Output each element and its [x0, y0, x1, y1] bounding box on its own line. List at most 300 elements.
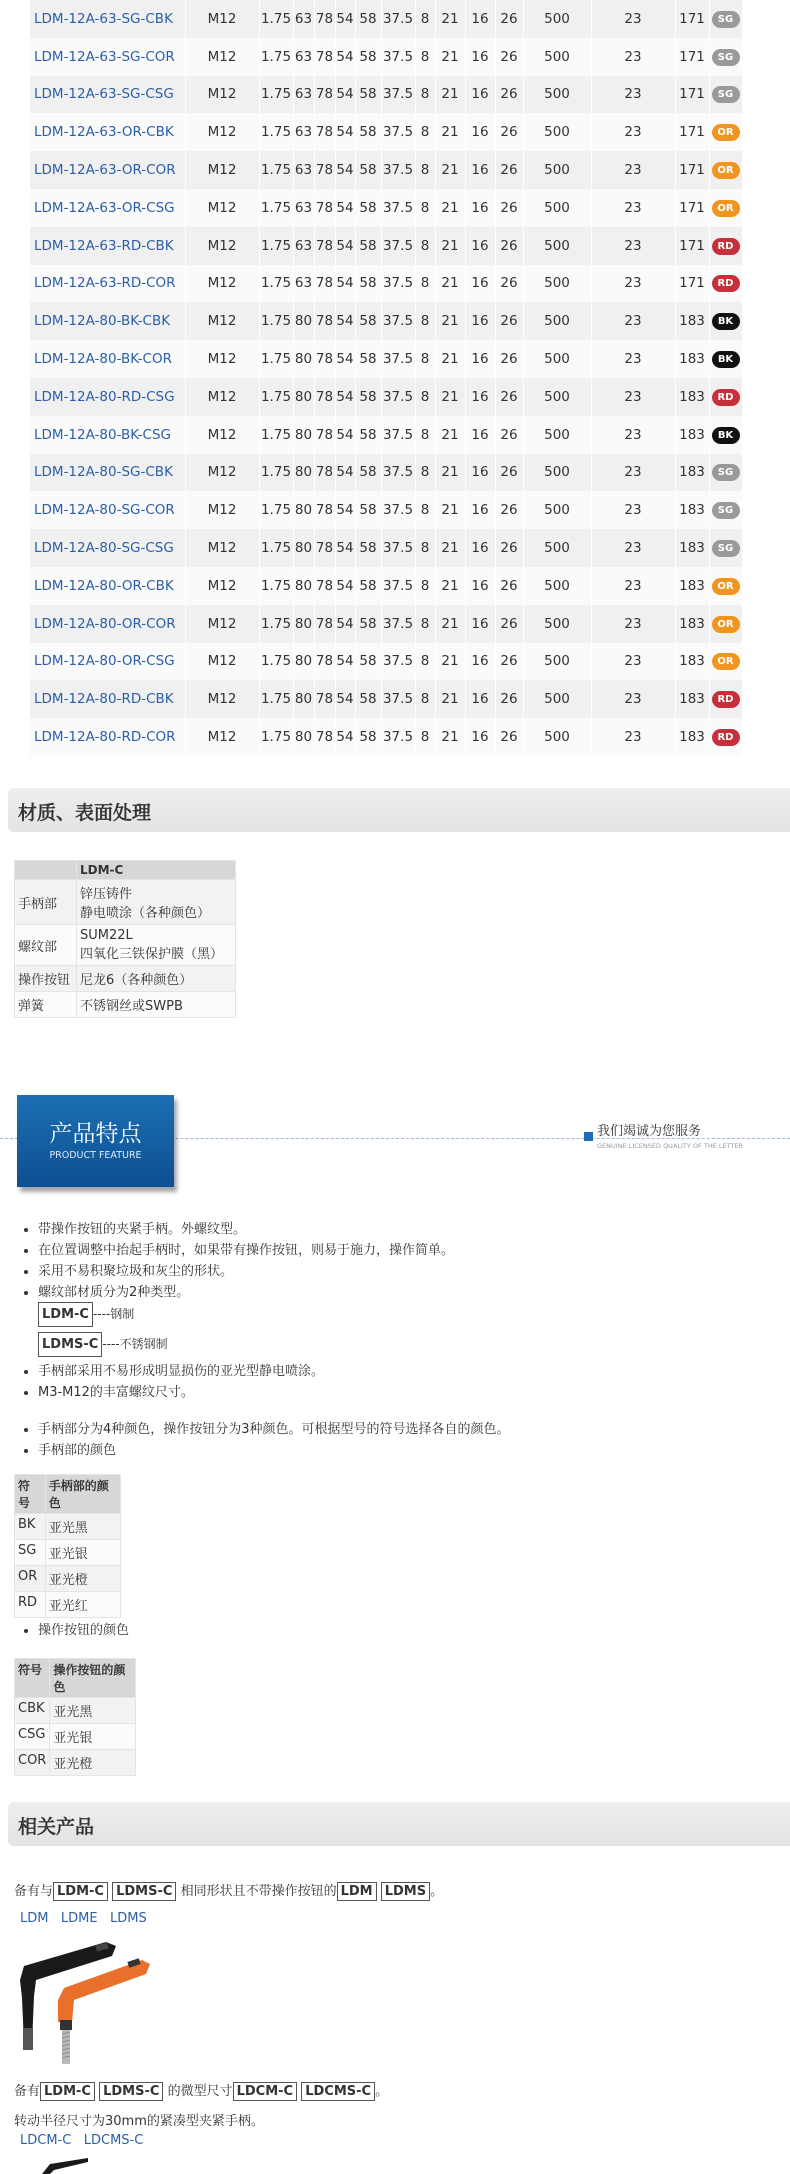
related-line-3: 转动半径尺寸为30mm的紧凑型夹紧手柄。: [14, 2114, 264, 2129]
spec-cell-e: 58: [355, 340, 381, 378]
color-badge-cell: [709, 718, 742, 756]
color-badge-cell: [709, 454, 742, 492]
spec-cell-c: 54: [335, 378, 355, 416]
spec-cell-a: 63: [293, 76, 314, 114]
feature-slogan-en: GENUINE LICENSED QUALITY OF THE LETTER: [597, 1142, 744, 1150]
related-code: LDMS-C: [99, 2082, 163, 2101]
spec-cell-i: 16: [465, 265, 495, 303]
spec-cell-a: 80: [293, 302, 314, 340]
spec-cell-h: 21: [435, 454, 465, 492]
related-link-ldcm-c[interactable]: LDCM-C: [20, 2133, 72, 2148]
spec-cell-g: 8: [415, 340, 435, 378]
spec-cell-wt: 183: [675, 340, 709, 378]
spec-cell-b: 78: [314, 643, 335, 681]
spec-cell-c: 54: [335, 151, 355, 189]
spec-cell-g: 8: [415, 680, 435, 718]
part-number-link[interactable]: LDM-12A-63-SG-CBK: [30, 0, 185, 38]
spec-cell-e: 58: [355, 416, 381, 454]
spec-cell-wt: 171: [675, 38, 709, 76]
spec-cell-wt: 183: [675, 680, 709, 718]
spec-cell-d: M12: [185, 265, 259, 303]
related-line-1: [14, 1880, 443, 1901]
spec-cell-e: 58: [355, 38, 381, 76]
color-badge-cell: [709, 340, 742, 378]
spec-cell-d: M12: [185, 605, 259, 643]
button-color-table: [14, 1658, 136, 1776]
spec-cell-e: 58: [355, 378, 381, 416]
color-badge: OR: [712, 162, 740, 179]
spec-cell-f: 37.5: [381, 718, 415, 756]
spec-cell-wt: 171: [675, 76, 709, 114]
spec-cell-e: 58: [355, 265, 381, 303]
color-badge: SG: [712, 11, 740, 28]
spec-cell-wt: 183: [675, 416, 709, 454]
feature-item: • 手柄部分为4种颜色，操作按钮分为3种颜色。可根据型号的符号选择各自的颜色。: [38, 1419, 510, 1440]
color-code: CBK: [15, 1698, 50, 1724]
spec-cell-d: M12: [185, 680, 259, 718]
spec-cell-d: M12: [185, 340, 259, 378]
spec-cell-i: 16: [465, 340, 495, 378]
spec-cell-c: 54: [335, 76, 355, 114]
spec-row: [30, 265, 742, 303]
spec-cell-c: 54: [335, 605, 355, 643]
spec-cell-e: 58: [355, 113, 381, 151]
spec-cell-e: 58: [355, 529, 381, 567]
spec-cell-wt: 183: [675, 378, 709, 416]
spec-cell-load: 500: [523, 454, 591, 492]
spec-cell-k: 23: [591, 605, 675, 643]
spec-cell-load: 500: [523, 0, 591, 38]
part-number-link[interactable]: LDM-12A-63-OR-CSG: [30, 189, 185, 227]
spec-cell-i: 16: [465, 718, 495, 756]
part-number-link[interactable]: LDM-12A-80-SG-COR: [30, 491, 185, 529]
spec-cell-g: 8: [415, 643, 435, 681]
color-badge-cell: [709, 680, 742, 718]
spec-cell-c: 54: [335, 265, 355, 303]
spec-cell-h: 21: [435, 605, 465, 643]
part-number-link[interactable]: LDM-12A-63-OR-COR: [30, 151, 185, 189]
spec-cell-g: 8: [415, 416, 435, 454]
part-number-link[interactable]: LDM-12A-63-SG-COR: [30, 38, 185, 76]
type1-desc: ----钢制: [92, 1307, 135, 1321]
spec-cell-load: 500: [523, 605, 591, 643]
color-code: CSG: [15, 1724, 50, 1750]
spec-cell-a: 80: [293, 680, 314, 718]
related-code: LDCM-C: [233, 2082, 298, 2101]
spec-cell-k: 23: [591, 151, 675, 189]
spec-cell-p: 1.75: [259, 605, 293, 643]
spec-cell-k: 23: [591, 643, 675, 681]
spec-cell-g: 8: [415, 718, 435, 756]
spec-cell-b: 78: [314, 113, 335, 151]
spec-cell-d: M12: [185, 302, 259, 340]
color-badge: OR: [712, 124, 740, 141]
feature-item: • 带操作按钮的夹紧手柄。外螺纹型。: [38, 1219, 454, 1240]
spec-cell-j: 26: [495, 151, 523, 189]
part-number-link[interactable]: LDM-12A-80-BK-CSG: [30, 416, 185, 454]
handle-color-table: [14, 1474, 121, 1618]
material-type-2: [38, 1332, 168, 1357]
spec-cell-i: 16: [465, 113, 495, 151]
related-link-ldms[interactable]: LDMS: [109, 1911, 147, 1926]
color-name: 亚光红: [45, 1592, 120, 1618]
spec-cell-d: M12: [185, 113, 259, 151]
spec-cell-f: 37.5: [381, 605, 415, 643]
spec-cell-p: 1.75: [259, 38, 293, 76]
spec-cell-j: 26: [495, 302, 523, 340]
spec-cell-i: 16: [465, 227, 495, 265]
feature-list: [20, 1219, 454, 1303]
spec-cell-i: 16: [465, 378, 495, 416]
color-badge-cell: [709, 302, 742, 340]
spec-cell-k: 23: [591, 567, 675, 605]
spec-cell-b: 78: [314, 0, 335, 38]
spec-cell-h: 21: [435, 567, 465, 605]
spec-cell-a: 63: [293, 227, 314, 265]
spec-cell-k: 23: [591, 416, 675, 454]
spec-cell-c: 54: [335, 643, 355, 681]
color-badge: BK: [712, 427, 740, 444]
part-number-link[interactable]: LDM-12A-80-RD-COR: [30, 718, 185, 756]
spec-cell-d: M12: [185, 227, 259, 265]
spec-cell-j: 26: [495, 529, 523, 567]
related-link-ldcms-c[interactable]: LDCMS-C: [83, 2133, 144, 2148]
spec-cell-p: 1.75: [259, 567, 293, 605]
spec-cell-g: 8: [415, 38, 435, 76]
color-badge-cell: [709, 151, 742, 189]
spec-cell-e: 58: [355, 605, 381, 643]
color-badge: RD: [712, 238, 740, 255]
feature-banner: [17, 1095, 174, 1187]
spec-cell-h: 21: [435, 76, 465, 114]
related-text: 备有与: [14, 1884, 54, 1899]
compact-lever-image[interactable]: [40, 2158, 90, 2174]
spec-cell-e: 58: [355, 491, 381, 529]
material-value: 四氧化三铁保护膜（黑）: [80, 947, 224, 962]
spec-cell-p: 1.75: [259, 151, 293, 189]
spec-cell-p: 1.75: [259, 491, 293, 529]
part-number-link[interactable]: LDM-12A-63-OR-CBK: [30, 113, 185, 151]
spec-cell-b: 78: [314, 189, 335, 227]
color-badge-cell: [709, 605, 742, 643]
spec-cell-k: 23: [591, 189, 675, 227]
spec-cell-d: M12: [185, 0, 259, 38]
spec-row: [30, 151, 742, 189]
color-code: RD: [15, 1592, 46, 1618]
spec-cell-a: 63: [293, 189, 314, 227]
spec-row: [30, 189, 742, 227]
color-name: 亚光黑: [45, 1514, 120, 1540]
spec-cell-c: 54: [335, 491, 355, 529]
spec-cell-c: 54: [335, 302, 355, 340]
feature-banner-subtitle: PRODUCT FEATURE: [49, 1150, 142, 1161]
spec-cell-h: 21: [435, 416, 465, 454]
spec-cell-b: 78: [314, 265, 335, 303]
spec-cell-g: 8: [415, 454, 435, 492]
part-number-link[interactable]: LDM-12A-63-SG-CSG: [30, 76, 185, 114]
spec-cell-p: 1.75: [259, 265, 293, 303]
color-badge-cell: [709, 38, 742, 76]
spec-cell-k: 23: [591, 265, 675, 303]
spec-cell-g: 8: [415, 567, 435, 605]
part-number-link[interactable]: LDM-12A-63-RD-CBK: [30, 227, 185, 265]
related-link-ldme[interactable]: LDME: [60, 1911, 98, 1926]
part-number-link[interactable]: LDM-12A-80-SG-CBK: [30, 454, 185, 492]
material-table-header: LDM-C: [77, 861, 236, 880]
spec-cell-e: 58: [355, 643, 381, 681]
spec-cell-k: 23: [591, 491, 675, 529]
spec-cell-h: 21: [435, 113, 465, 151]
spec-cell-h: 21: [435, 189, 465, 227]
related-link-ldm[interactable]: LDM: [20, 1911, 49, 1926]
color-badge: RD: [712, 729, 740, 746]
color-badge: RD: [712, 691, 740, 708]
related-section-header: [8, 1802, 790, 1846]
spec-cell-i: 16: [465, 151, 495, 189]
spec-cell-d: M12: [185, 38, 259, 76]
related-code: LDM-C: [40, 2082, 95, 2101]
spec-cell-f: 37.5: [381, 302, 415, 340]
material-value: 静电喷涂（各种颜色）: [80, 906, 211, 921]
spec-cell-load: 500: [523, 416, 591, 454]
part-number-link[interactable]: LDM-12A-80-OR-CSG: [30, 643, 185, 681]
spec-cell-c: 54: [335, 340, 355, 378]
color-badge: SG: [712, 86, 740, 103]
spec-cell-e: 58: [355, 227, 381, 265]
color-badge: RD: [712, 275, 740, 292]
feature-list-2: [20, 1361, 324, 1403]
part-number-link[interactable]: LDM-12A-80-OR-COR: [30, 605, 185, 643]
spec-cell-g: 8: [415, 189, 435, 227]
color-badge-cell: [709, 529, 742, 567]
feature-item: • 操作按钮的颜色: [38, 1620, 129, 1641]
part-number-link[interactable]: LDM-12A-80-BK-COR: [30, 340, 185, 378]
spec-cell-j: 26: [495, 0, 523, 38]
spec-cell-p: 1.75: [259, 680, 293, 718]
feature-item: • 手柄部的颜色: [38, 1440, 510, 1461]
spec-cell-p: 1.75: [259, 643, 293, 681]
spec-cell-load: 500: [523, 265, 591, 303]
spec-row: [30, 491, 742, 529]
spec-cell-d: M12: [185, 378, 259, 416]
material-label: 弹簧: [15, 992, 77, 1018]
spec-cell-d: M12: [185, 643, 259, 681]
spec-cell-p: 1.75: [259, 340, 293, 378]
related-text: 备有: [14, 2084, 41, 2099]
part-number-link[interactable]: LDM-12A-63-RD-COR: [30, 265, 185, 303]
spec-cell-load: 500: [523, 643, 591, 681]
part-number-link[interactable]: LDM-12A-80-SG-CSG: [30, 529, 185, 567]
spec-cell-wt: 171: [675, 113, 709, 151]
spec-cell-b: 78: [314, 718, 335, 756]
spec-cell-k: 23: [591, 38, 675, 76]
color-badge: BK: [712, 313, 740, 330]
color-badge-cell: [709, 227, 742, 265]
related-code: LDMS: [381, 1882, 430, 1901]
spec-cell-p: 1.75: [259, 113, 293, 151]
spec-cell-wt: 183: [675, 302, 709, 340]
spec-cell-d: M12: [185, 151, 259, 189]
spec-cell-j: 26: [495, 567, 523, 605]
spec-cell-f: 37.5: [381, 151, 415, 189]
spec-cell-i: 16: [465, 643, 495, 681]
related-line-2: [14, 2080, 388, 2101]
spec-cell-b: 78: [314, 302, 335, 340]
spec-cell-load: 500: [523, 38, 591, 76]
spec-cell-d: M12: [185, 567, 259, 605]
part-number-link[interactable]: LDM-12A-80-RD-CBK: [30, 680, 185, 718]
color-name: 亚光橙: [50, 1750, 136, 1776]
related-code: LDM-C: [53, 1882, 108, 1901]
spec-cell-k: 23: [591, 378, 675, 416]
spec-cell-load: 500: [523, 378, 591, 416]
part-number-link[interactable]: LDM-12A-80-BK-CBK: [30, 302, 185, 340]
spec-cell-load: 500: [523, 680, 591, 718]
spec-cell-p: 1.75: [259, 378, 293, 416]
spec-row: [30, 529, 742, 567]
spec-cell-e: 58: [355, 680, 381, 718]
spec-cell-h: 21: [435, 643, 465, 681]
material-value: SUM22L: [80, 928, 133, 943]
clamp-lever-image[interactable]: [14, 1936, 154, 2066]
color-name: 亚光橙: [45, 1566, 120, 1592]
spec-cell-f: 37.5: [381, 265, 415, 303]
spec-cell-g: 8: [415, 529, 435, 567]
feature-list-3: [20, 1419, 510, 1461]
spec-cell-load: 500: [523, 113, 591, 151]
spec-cell-i: 16: [465, 76, 495, 114]
spec-cell-k: 23: [591, 0, 675, 38]
spec-cell-k: 23: [591, 302, 675, 340]
spec-cell-c: 54: [335, 416, 355, 454]
spec-cell-wt: 171: [675, 0, 709, 38]
spec-cell-k: 23: [591, 529, 675, 567]
spec-cell-k: 23: [591, 680, 675, 718]
spec-cell-c: 54: [335, 718, 355, 756]
spec-cell-load: 500: [523, 340, 591, 378]
spec-cell-i: 16: [465, 38, 495, 76]
color-badge-cell: [709, 265, 742, 303]
spec-cell-a: 63: [293, 38, 314, 76]
material-label: 手柄部: [15, 880, 77, 925]
spec-cell-b: 78: [314, 491, 335, 529]
spec-cell-load: 500: [523, 302, 591, 340]
spec-cell-j: 26: [495, 491, 523, 529]
related-text: 。: [375, 2084, 389, 2099]
spec-cell-h: 21: [435, 529, 465, 567]
spec-cell-p: 1.75: [259, 718, 293, 756]
spec-cell-j: 26: [495, 340, 523, 378]
spec-cell-f: 37.5: [381, 227, 415, 265]
spec-cell-h: 21: [435, 378, 465, 416]
table-header: 符号: [15, 1659, 50, 1698]
spec-cell-h: 21: [435, 680, 465, 718]
spec-cell-load: 500: [523, 718, 591, 756]
spec-cell-b: 78: [314, 227, 335, 265]
spec-cell-b: 78: [314, 340, 335, 378]
spec-table: [30, 0, 743, 756]
spec-cell-j: 26: [495, 227, 523, 265]
part-number-link[interactable]: LDM-12A-80-RD-CSG: [30, 378, 185, 416]
spec-cell-i: 16: [465, 454, 495, 492]
spec-cell-j: 26: [495, 113, 523, 151]
orange-lever-icon: [58, 1958, 150, 2064]
spec-cell-g: 8: [415, 0, 435, 38]
spec-cell-g: 8: [415, 76, 435, 114]
spec-cell-wt: 183: [675, 567, 709, 605]
related-text: 相同形状且不带操作按钮的: [180, 1884, 337, 1899]
color-badge-cell: [709, 189, 742, 227]
color-badge-cell: [709, 416, 742, 454]
spec-cell-wt: 183: [675, 643, 709, 681]
spec-cell-c: 54: [335, 227, 355, 265]
spec-row: [30, 416, 742, 454]
spec-cell-wt: 183: [675, 718, 709, 756]
spec-row: [30, 718, 742, 756]
spec-cell-e: 58: [355, 567, 381, 605]
type2-desc: ----不锈钢制: [102, 1337, 168, 1351]
spec-cell-d: M12: [185, 491, 259, 529]
type1-code: LDM-C: [38, 1302, 93, 1327]
spec-cell-wt: 171: [675, 227, 709, 265]
spec-cell-b: 78: [314, 605, 335, 643]
spec-cell-a: 80: [293, 454, 314, 492]
spec-cell-k: 23: [591, 76, 675, 114]
spec-cell-d: M12: [185, 416, 259, 454]
table-header: 手柄部的颜色: [45, 1475, 120, 1514]
spec-cell-a: 80: [293, 567, 314, 605]
type2-code: LDMS-C: [38, 1332, 102, 1357]
spec-cell-p: 1.75: [259, 302, 293, 340]
spec-cell-c: 54: [335, 529, 355, 567]
material-section-header: [8, 788, 790, 832]
spec-cell-a: 63: [293, 265, 314, 303]
color-badge-cell: [709, 113, 742, 151]
color-badge: SG: [712, 502, 740, 519]
spec-row: [30, 680, 742, 718]
spec-cell-p: 1.75: [259, 227, 293, 265]
spec-cell-k: 23: [591, 340, 675, 378]
spec-cell-h: 21: [435, 151, 465, 189]
spec-cell-wt: 171: [675, 151, 709, 189]
spec-cell-wt: 171: [675, 189, 709, 227]
material-value: 不锈钢丝或SWPB: [77, 992, 236, 1018]
spec-cell-p: 1.75: [259, 189, 293, 227]
color-badge-cell: [709, 378, 742, 416]
material-table: [14, 860, 236, 1018]
spec-cell-k: 23: [591, 718, 675, 756]
spec-cell-b: 78: [314, 76, 335, 114]
color-code: SG: [15, 1540, 46, 1566]
spec-cell-a: 80: [293, 416, 314, 454]
spec-cell-f: 37.5: [381, 76, 415, 114]
spec-cell-g: 8: [415, 378, 435, 416]
spec-cell-h: 21: [435, 302, 465, 340]
color-badge: BK: [712, 351, 740, 368]
spec-cell-i: 16: [465, 567, 495, 605]
color-badge-cell: [709, 567, 742, 605]
spec-cell-a: 80: [293, 340, 314, 378]
color-badge-cell: [709, 76, 742, 114]
color-badge: OR: [712, 578, 740, 595]
spec-row: [30, 605, 742, 643]
feature-item: • 采用不易积聚垃圾和灰尘的形状。: [38, 1261, 454, 1282]
spec-cell-f: 37.5: [381, 416, 415, 454]
part-number-link[interactable]: LDM-12A-80-OR-CBK: [30, 567, 185, 605]
spec-cell-k: 23: [591, 113, 675, 151]
color-code: OR: [15, 1566, 46, 1592]
spec-cell-f: 37.5: [381, 113, 415, 151]
